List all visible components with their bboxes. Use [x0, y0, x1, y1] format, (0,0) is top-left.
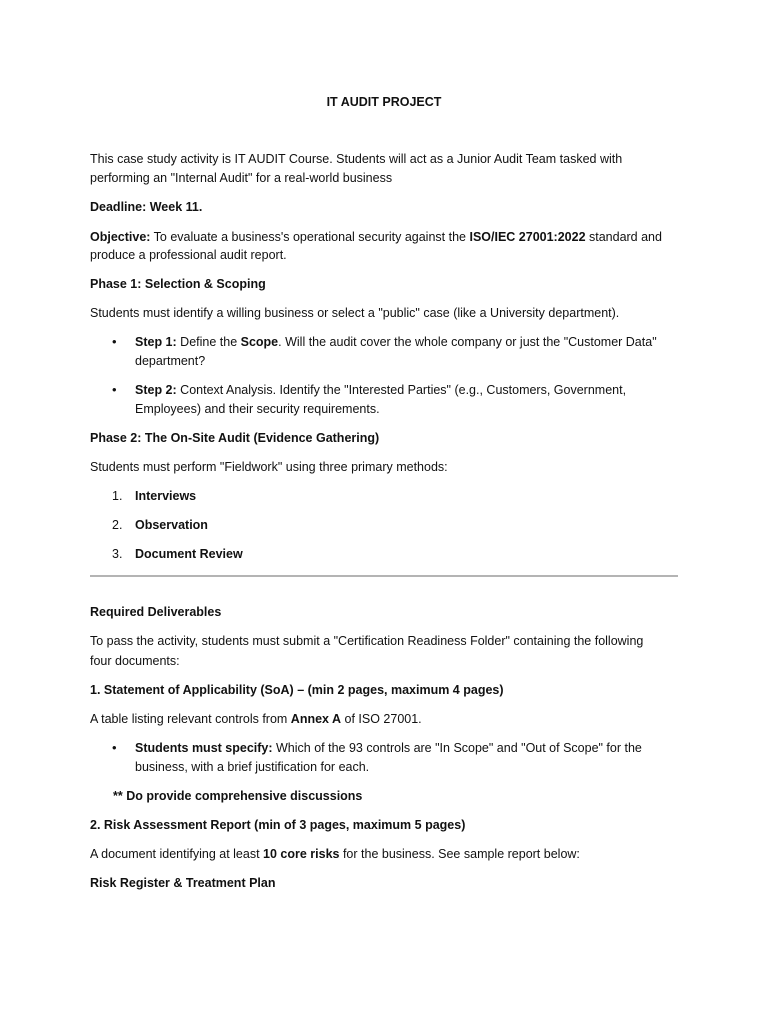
soa-text — [90, 712, 422, 726]
risk-bold: 10 core risks — [263, 847, 340, 861]
objective-text: To evaluate a business's operational security against the — [150, 230, 470, 244]
soa-text-start: A table listing relevant controls from — [90, 712, 291, 726]
list-item-number: 2. — [112, 518, 123, 532]
step1-line-1 — [135, 335, 657, 349]
soa-text-end: of ISO 27001. — [341, 712, 422, 726]
method-document-review: Document Review — [135, 547, 243, 561]
phase1-heading-text: Phase 1: Selection & Scoping — [90, 277, 266, 291]
objective-text-end: standard and — [585, 230, 662, 244]
phase2-heading-text: Phase 2: The On-Site Audit (Evidence Gathering) — [90, 431, 380, 445]
step1-text-end: . Will the audit cover the whole company or just the "Customer Data" — [278, 335, 657, 349]
list-item — [135, 518, 208, 532]
deliverables-line-1: To pass the activity, students must submit a "Certification Readiness Folder" containing the following — [90, 634, 644, 648]
step1-label: Step 1: — [135, 335, 177, 349]
method-interviews: Interviews — [135, 489, 197, 503]
step1-text: Define the — [176, 335, 241, 349]
soa-annex: Annex A — [290, 712, 342, 726]
list-item-number: 1. — [112, 489, 123, 503]
step2-line-2: Employees) and their security requirements. — [135, 402, 380, 416]
intro-line-1: This case study activity is IT AUDIT Course. Students will act as a Junior Audit Team tasked with — [90, 152, 623, 166]
deliverables-heading — [90, 605, 221, 619]
soa-bullet-text: Which of the 93 controls are "In Scope" and "Out of Scope" for the — [272, 741, 642, 755]
risk-heading — [90, 818, 465, 832]
deliverables-line-2: four documents: — [90, 654, 180, 668]
phase1-heading — [90, 277, 266, 291]
objective-line-2: produce a professional audit report. — [90, 248, 287, 262]
deadline — [90, 200, 202, 214]
phase2-text: Students must perform "Fieldwork" using three primary methods: — [90, 460, 448, 474]
bullet-icon: • — [112, 382, 117, 397]
soa-heading-text: 1. Statement of Applicability (SoA) – (min 2 pages, maximum 4 pages) — [90, 683, 504, 697]
deliverables-heading-text: Required Deliverables — [90, 605, 222, 619]
step2-text: Context Analysis. Identify the "Interested Parties" (e.g., Customers, Government, — [176, 383, 627, 397]
risk-text — [90, 847, 580, 861]
risk-text-end: for the business. See sample report below: — [339, 847, 580, 861]
phase2-heading — [90, 431, 379, 445]
soa-bullet-line-2: business, with a brief justification for each. — [135, 760, 370, 774]
soa-note-text: ** Do provide comprehensive discussions — [113, 789, 363, 803]
register-heading — [90, 876, 275, 890]
list-item-number: 3. — [112, 547, 123, 561]
objective-line-1 — [90, 230, 662, 244]
soa-bullet-label: Students must specify: — [135, 741, 273, 755]
intro-line-2: performing an "Internal Audit" for a real-world business — [90, 171, 393, 185]
list-item — [135, 489, 196, 503]
document-title: IT AUDIT PROJECT — [326, 95, 442, 109]
soa-heading — [90, 683, 504, 697]
list-item — [135, 547, 243, 561]
soa-bullet-line-1 — [135, 741, 642, 755]
bullet-icon: • — [112, 740, 117, 755]
step2-label: Step 2: — [135, 383, 177, 397]
phase1-text: Students must identify a willing business or select a "public" case (like a University department). — [90, 306, 620, 320]
objective-standard: ISO/IEC 27001:2022 — [469, 230, 586, 244]
step2-line-1 — [135, 383, 626, 397]
deadline-text: Deadline: Week 11. — [90, 200, 203, 214]
soa-note — [113, 789, 362, 803]
method-observation: Observation — [135, 518, 208, 532]
risk-text-start: A document identifying at least — [90, 847, 264, 861]
risk-heading-text: 2. Risk Assessment Report (min of 3 pages, maximum 5 pages) — [90, 818, 466, 832]
horizontal-divider — [90, 575, 678, 577]
bullet-icon: • — [112, 334, 117, 349]
objective-label: Objective: — [90, 230, 151, 244]
step1-scope: Scope — [240, 335, 279, 349]
step1-line-2: department? — [135, 354, 206, 368]
register-heading-text: Risk Register & Treatment Plan — [90, 876, 276, 890]
